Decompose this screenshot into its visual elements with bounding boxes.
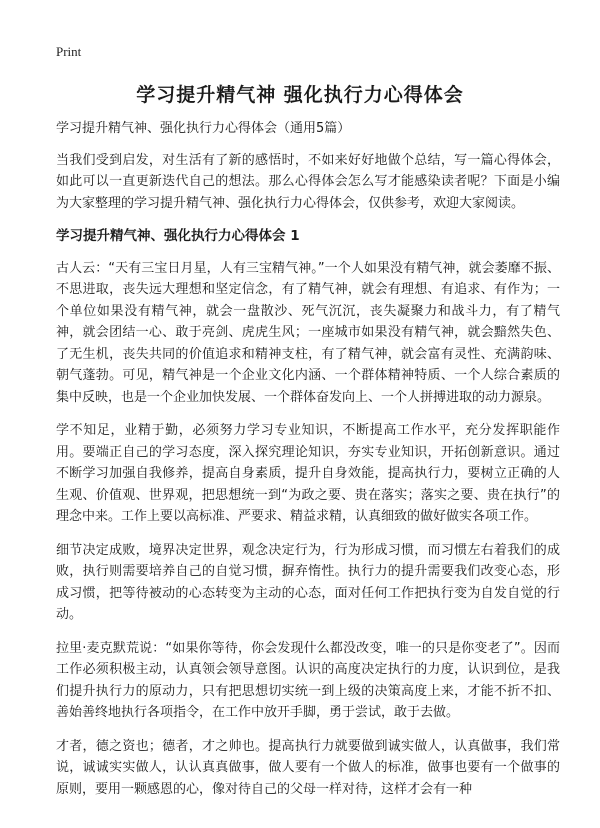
body-paragraph: 拉里·麦克默荒说：“如果你等待，你会发现什么都没改变，唯一的只是你变老了”。因而工作必须积极主动，认真领会领导意图。认识的高度决定执行的力度，认识到位，是我们提升执行力的原动力，只有把思想切实统一到上级的决策高度上来，才能不折不扣、善始善终地执行各项指令，在工作中放开手脚，勇于尝试，敢于去做。 (56, 640, 560, 720)
body-paragraph: 才者，德之资也；德者，才之帅也。提高执行力就要做到诚实做人，认真做事，我们常说，诚诚实实做人，认认真真做事，做人要有一个做人的标准，做事也要有一个做事的原则，要用一颗感恩的心，像对待自己的父母一样对待，这样才会有一种 (56, 738, 560, 797)
body-paragraph: 学不知足，业精于勤，必须努力学习专业知识，不断提高工作水平，充分发挥职能作用。要端正自己的学习态度，深入探究理论知识，夯实专业知识，开拓创新意识。通过不断学习加强自我修养，提高自身素质，提升自身效能，提高执行力，要树立正确的人生观、价值观、世界观，把思想统一到“为政之要、贵在落实；落实之要、贵在执行”的理念中来。工作上要以高标准、严要求、精益求精，认真细致的做好做实各项工作。 (56, 423, 560, 524)
body-paragraph: 古人云：“天有三宝日月星，人有三宝精气神。”一个人如果没有精气神，就会萎靡不振、不思进取，丧失远大理想和坚定信念，有了精气神，就会有理想、有追求、有作为；一个单位如果没有精气神，就会一盘散沙、死气沉沉，丧失凝聚力和战斗力，有了精气神，就会团结一心、敢于亮剑、虎虎生风；一座城市如果没有精气神，就会黯然失色、了无生机，丧失共同的价值追求和精神支柱，有了精气神，就会富有灵性、充满韵味、朝气蓬勃。可见，精气神是一个企业文化内涵、一个群体精神特质、一个人综合素质的集中反映，也是一个企业加快发展、一个群体奋发向上、一个人拼搏进取的动力源泉。 (56, 260, 560, 405)
page-title: 学习提升精气神 强化执行力心得体会 (136, 84, 464, 106)
document-body (56, 118, 560, 812)
print-link[interactable]: Print (56, 44, 82, 59)
intro-paragraph: 当我们受到启发，对生活有了新的感悟时，不如来好好地做个总结，写一篇心得体会，如此可以一直更新迭代自己的想法。那么心得体会怎么写才能感染读者呢？下面是小编为大家整理的学习提升精气神、强化执行力心得体会，仅供参考，欢迎大家阅读。 (56, 152, 560, 211)
document-subtitle: 学习提升精气神、强化执行力心得体会（通用5篇） (56, 121, 351, 136)
section-heading: 学习提升精气神、强化执行力心得体会 1 (56, 228, 300, 244)
body-paragraph: 细节决定成败，境界决定世界，观念决定行为，行为形成习惯，而习惯左右着我们的成败，执行则需要培养自己的自觉习惯，摒弃惰性。执行力的提升需要我们改变心态，形成习惯，把等待被动的心态转变为主动的心态，面对任何工作把执行变为自发自觉的行动。 (56, 542, 560, 622)
